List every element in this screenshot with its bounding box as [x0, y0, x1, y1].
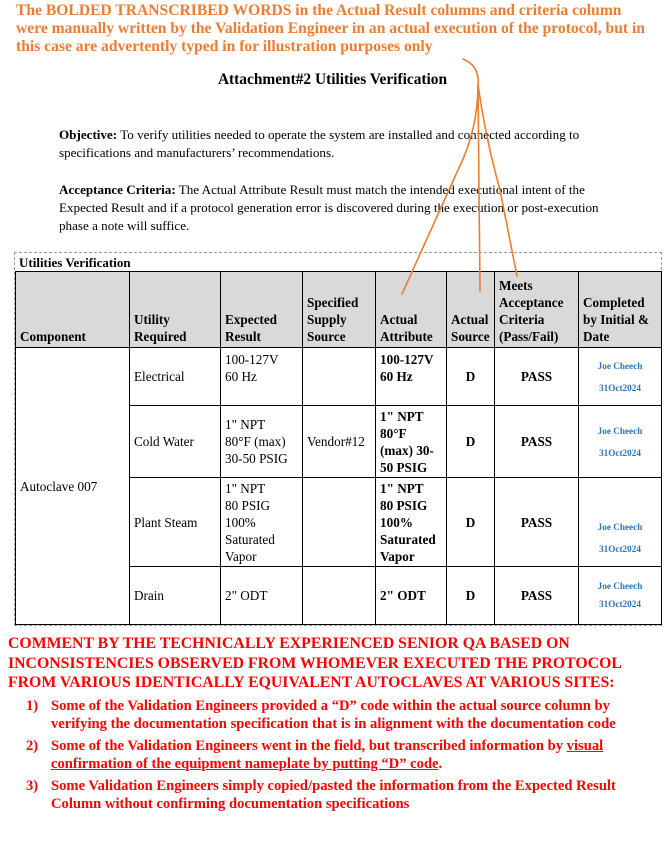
actual-attribute-cell	[376, 348, 447, 406]
list-number: 1)	[26, 698, 39, 714]
initial-date-cell	[579, 348, 662, 406]
pass-fail-cell: PASS	[495, 567, 579, 625]
objective-label: Objective:	[59, 127, 118, 142]
initial-signature: Joe Cheech	[597, 360, 643, 371]
actual-line: 100-127V	[380, 352, 434, 367]
actual-line: Saturated	[380, 531, 436, 547]
observation-text: Some of the Validation Engineers went in the field, but transcribed information by	[51, 738, 567, 754]
initial-signature: Joe Cheech	[597, 581, 643, 591]
table-header-row	[16, 272, 662, 348]
initial-signature: Joe Cheech	[597, 522, 643, 532]
observation-text: Some Validation Engineers simply copied/pasted the information from the Expected Result Column without confirming documentation specifications	[51, 778, 616, 812]
list-item	[26, 697, 656, 733]
initial-date: 31Oct2024	[599, 544, 641, 554]
utility-cell: Electrical	[130, 348, 221, 406]
illustration-note: The BOLDED TRANSCRIBED WORDS in the Actual Result columns and criteria column were manually written by the Validation Engineer in an actual execution of the protocol, but in this case are advertently typed in for illustration purposes only	[16, 2, 645, 55]
expected-cell	[221, 567, 303, 625]
supply-source-cell	[303, 348, 376, 406]
actual-line: 80 PSIG	[380, 497, 428, 513]
table-row	[16, 348, 662, 406]
header-component: Component	[16, 272, 130, 348]
actual-attribute-cell	[376, 567, 447, 625]
utility-cell: Drain	[130, 567, 221, 625]
actual-source-cell: D	[447, 478, 495, 567]
expected-cell	[221, 478, 303, 567]
header-specified-supply-source: Specified Supply Source	[303, 272, 376, 348]
initial-date-cell	[579, 406, 662, 478]
supply-source-cell	[303, 567, 376, 625]
expected-line: Saturated	[225, 531, 275, 547]
page-title: Attachment#2 Utilities Verification	[217, 71, 448, 88]
actual-source-cell: D	[447, 348, 495, 406]
acceptance-criteria-paragraph	[59, 181, 629, 235]
pass-fail-cell: PASS	[495, 348, 579, 406]
expected-line: 30-50 PSIG	[225, 451, 288, 466]
expected-line: 2" ODT	[225, 588, 268, 603]
list-number: 2)	[26, 738, 39, 754]
observation-text-end: .	[438, 756, 443, 772]
header-actual-attribute: Actual Attribute	[376, 272, 447, 348]
actual-line: (max) 30-	[380, 442, 434, 458]
qa-observation-list	[26, 697, 656, 817]
expected-line: 80°F (max)	[225, 434, 286, 449]
header-meets-acceptance-criteria: Meets Acceptance Criteria (Pass/Fail)	[495, 272, 579, 348]
actual-line: 1" NPT	[380, 480, 424, 496]
actual-line: 50 PSIG	[380, 459, 428, 475]
objective-paragraph	[59, 126, 629, 162]
objective-text: To verify utilities needed to operate the system are installed and connected according to specifications and manufacturers’ recommendations.	[59, 127, 580, 160]
initial-date: 31Oct2024	[599, 599, 641, 609]
actual-line: 60 Hz	[380, 369, 413, 384]
pass-fail-cell: PASS	[495, 406, 579, 478]
actual-line: 2" ODT	[380, 588, 426, 603]
initial-date-cell	[579, 478, 662, 567]
actual-attribute-cell	[376, 478, 447, 567]
actual-line: 100%	[380, 514, 413, 530]
initial-date-cell	[579, 567, 662, 625]
utilities-verification-table-wrapper	[14, 252, 662, 626]
pass-fail-cell: PASS	[495, 478, 579, 567]
supply-source-cell	[303, 478, 376, 567]
initial-signature: Joe Cheech	[597, 425, 643, 436]
qa-comment-heading: COMMENT BY THE TECHNICALLY EXPERIENCED SENIOR QA BASED ON INCONSISTENCIES OBSERVED FROM WHOMEVER EXECUTED THE PROTOCOL FROM VARIOUS IDENTICALLY EQUIVALENT AUTOCLAVES AT VARIOUS SITES:	[8, 635, 622, 691]
expected-cell	[221, 348, 303, 406]
expected-line: 100-127V	[225, 352, 279, 367]
actual-source-cell: D	[447, 406, 495, 478]
expected-line: Vapor	[225, 548, 257, 564]
expected-line: 1" NPT	[225, 480, 266, 496]
initial-date: 31Oct2024	[599, 382, 641, 393]
acceptance-label: Acceptance Criteria:	[59, 182, 176, 197]
utility-cell: Cold Water	[130, 406, 221, 478]
actual-line: Vapor	[380, 548, 415, 564]
expected-cell	[221, 406, 303, 478]
actual-line: 80°F	[380, 425, 407, 441]
list-number: 3)	[26, 778, 39, 794]
actual-line: 1" NPT	[380, 408, 424, 424]
expected-line: 80 PSIG	[225, 497, 271, 513]
actual-attribute-cell	[376, 406, 447, 478]
header-utility-required: Utility Required	[130, 272, 221, 348]
observation-text: Some of the Validation Engineers provided a “D” code within the actual source column by verifying the documentation specification that is in alignment with the documentation code	[51, 698, 616, 732]
utilities-verification-table	[15, 271, 662, 625]
header-completed-by: Completed by Initial & Date	[579, 272, 662, 348]
observation-underlined-text: visual confirmation of the equipment nameplate by putting “D” code	[51, 738, 604, 772]
actual-source-cell: D	[447, 567, 495, 625]
expected-line: 60 Hz	[225, 369, 257, 384]
table-caption: Utilities Verification	[19, 255, 131, 270]
list-item	[26, 777, 656, 813]
component-cell: Autoclave 007	[16, 348, 130, 625]
initial-date: 31Oct2024	[599, 447, 641, 458]
list-item	[26, 737, 656, 773]
utility-cell: Plant Steam	[130, 478, 221, 567]
expected-line: 1" NPT	[225, 417, 266, 432]
supply-source-cell: Vendor#12	[303, 406, 376, 478]
acceptance-text: The Actual Attribute Result must match the intended executional intent of the Expected Result and if a protocol generation error is discovered during the execution or post-execution phase a note will suffice.	[59, 182, 599, 233]
header-actual-source: Actual Source	[447, 272, 495, 348]
header-expected-result: Expected Result	[221, 272, 303, 348]
expected-line: 100%	[225, 514, 256, 530]
